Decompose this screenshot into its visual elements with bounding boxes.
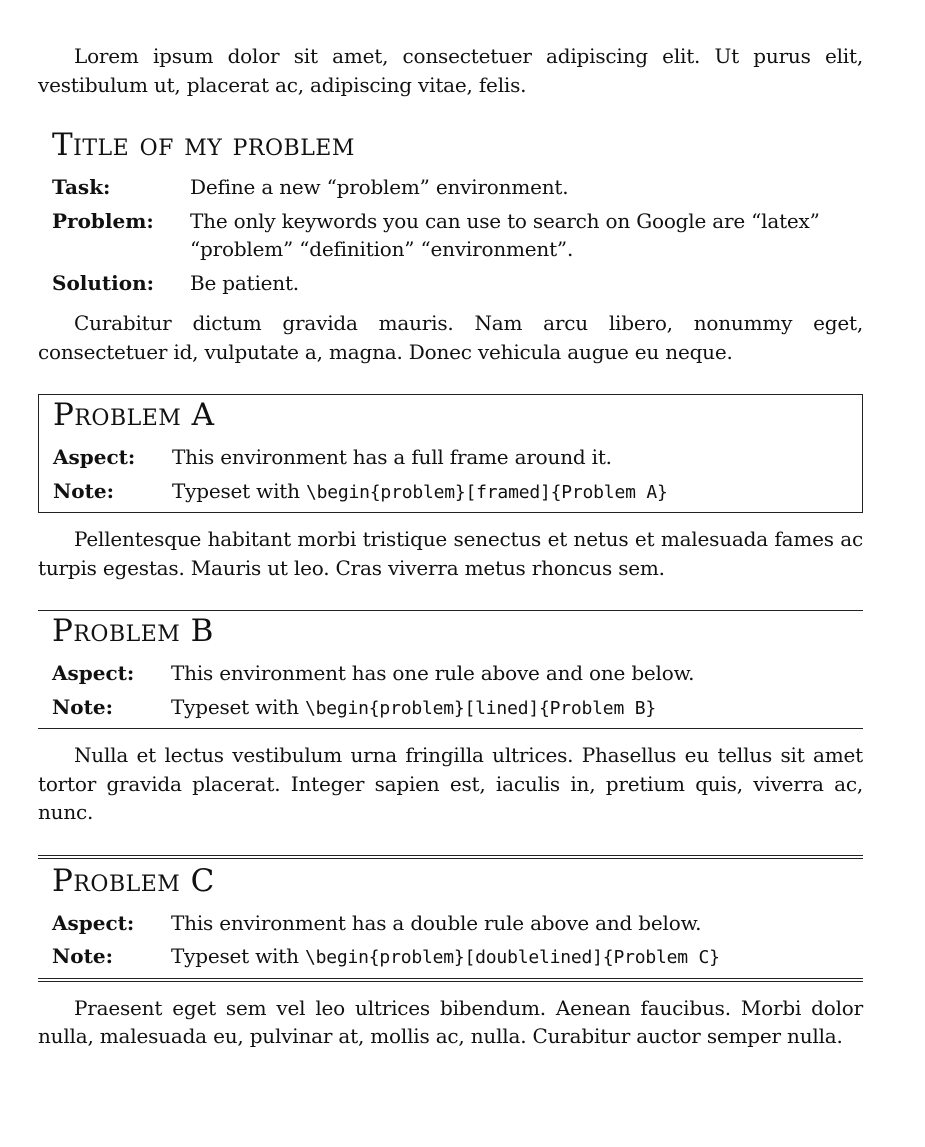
problem-c-doublelined: [38, 855, 863, 982]
note-text: [172, 477, 848, 508]
note-code: \begin{problem}[doublelined]{Problem C}: [304, 947, 720, 968]
note-prefix: Typeset with: [172, 478, 306, 503]
paragraph-5: Praesent eget sem vel leo ultrices bibendum. Aenean faucibus. Morbi dolor nulla, malesuada eu, pulvinar at, mollis ac, nulla. Curabitur auctor semper nulla.: [38, 995, 863, 1048]
solution-label: Solution:: [52, 270, 155, 295]
note-text: [171, 693, 849, 724]
problem-b-lined: [38, 610, 863, 729]
problem-c-title: Problem C: [52, 862, 215, 899]
note-prefix: Typeset with: [171, 694, 305, 719]
problem-text: The only keywords you can use to search on Google are “latex” “problem” “definition” “environment”.: [190, 208, 820, 261]
note-row: [52, 942, 849, 973]
task-text: Define a new “problem” environment.: [190, 175, 569, 199]
problem-row: [52, 207, 849, 264]
solution-text: Be patient.: [190, 270, 299, 295]
task-row: [52, 173, 849, 202]
paragraph-2: Curabitur dictum gravida mauris. Nam arcu libero, nonummy eget, consectetuer id, vulputate a, magna. Donec vehicula augue eu neque.: [38, 311, 863, 364]
paragraph-1: Lorem ipsum dolor sit amet, consectetuer adipiscing elit. Ut purus elit, vestibulum ut, placerat ac, adipiscing vitae, felis.: [38, 44, 863, 97]
note-prefix: Typeset with: [171, 944, 305, 968]
aspect-label: Aspect:: [52, 661, 135, 685]
paragraph-3: Pellentesque habitant morbi tristique senectus et netus et malesuada fames ac turpis egestas. Mauris ut leo. Cras viverra metus rhoncus sem.: [38, 527, 863, 580]
problem-a-title: Problem A: [53, 397, 215, 433]
task-label: Task:: [52, 175, 111, 199]
note-row: [53, 477, 848, 508]
problem-plain: [38, 127, 863, 297]
paragraph-4: Nulla et lectus vestibulum urna fringilla ultrices. Phasellus eu tellus sit amet tortor gravida placerat. Integer sapien est, iaculis in, pretium quis, viverra ac, nunc.: [38, 743, 863, 824]
note-code: \begin{problem}[framed]{Problem A}: [305, 481, 668, 503]
problem-b-title: Problem B: [52, 613, 214, 649]
aspect-text: This environment has one rule above and one below.: [171, 661, 695, 685]
aspect-row: [52, 659, 849, 688]
aspect-row: [53, 443, 848, 472]
note-code: \begin{problem}[lined]{Problem B}: [304, 697, 656, 719]
aspect-label: Aspect:: [53, 445, 136, 469]
aspect-text: This environment has a double rule above and below.: [171, 910, 702, 935]
problem-title: Title of my problem: [52, 127, 355, 163]
note-text: [171, 942, 849, 973]
aspect-row: [52, 909, 849, 938]
note-row: [52, 693, 849, 724]
note-label: Note:: [52, 944, 113, 968]
problem-a-framed: [38, 394, 863, 513]
note-label: Note:: [53, 478, 114, 503]
note-label: Note:: [52, 694, 113, 719]
aspect-label: Aspect:: [52, 910, 135, 935]
aspect-text: This environment has a full frame around it.: [172, 445, 612, 469]
problem-label: Problem:: [52, 208, 154, 233]
solution-row: [52, 269, 849, 298]
